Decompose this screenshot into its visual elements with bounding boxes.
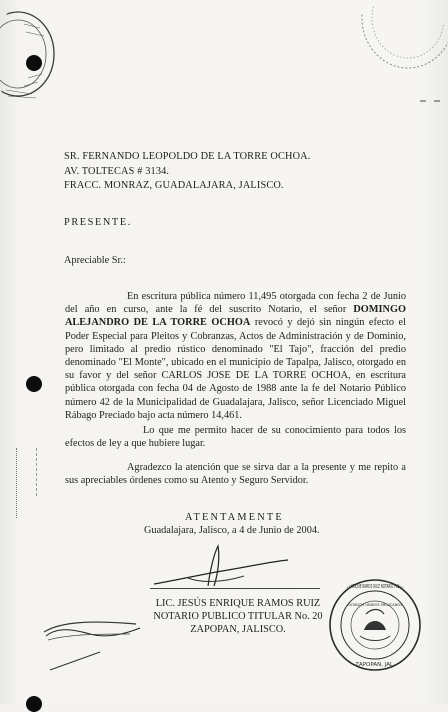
signature-line [150,588,320,589]
margin-annotation [16,448,27,518]
punch-hole-middle [26,376,42,392]
place-date: Guadalajara, Jalisco, a 4 de Junio de 2004. [144,525,320,536]
signatory-city: ZAPOPAN, JALISCO. [190,624,286,636]
seal-center-text: ESTADOS UNIDOS MEXICANOS [347,603,403,607]
recipient-area: FRACC. MONRAZ, GUADALAJARA, JALISCO. [64,180,284,191]
top-right-stamp [350,0,448,80]
salutation-heading: PRESENTE. [64,217,132,228]
recipient-name: SR. FERNANDO LEOPOLDO DE LA TORRE OCHOA. [64,151,311,162]
recipient-street: AV. TOLTECAS # 3134. [64,165,170,177]
signatory-block [138,597,338,637]
body-paragraph-3: Agradezco la atención que se sirva dar a la presente y me repito a sus apreciables órdenes como su Atento y Seguro Servidor. [65,462,406,487]
grantor-name: DOMINGO ALEJANDRO DE LA TORRE OCHOA [65,304,406,329]
body-paragraph-2: Lo que me permito hacer de su conocimiento para todos los efectos de ley a que hubiere lugar. [65,425,406,450]
paragraph-1-text-a: En escritura pública número 11,495 otorgada con fecha 2 de Junio del año en curso, ante la fé del suscrito Notario, el señor [65,291,406,316]
seal-ring-text: LIC. JESUS ENRIQUE RAMOS RUIZ NOTARIO PUBLICO No. 20 [334,584,416,590]
paragraph-1-text-c: revocó y dejó sin ningún efecto el Poder Especial para Pleitos y Cobranzas, Actos de Administración y de Dominio, pero limitado al predio rústico denominado "El Tajo", fracción del predio denominado "El Monte", ubicado en el municipio de Tapalpa, Jalisco, otorgado en su favor y del señor CARLOS JOSE DE LA TORRE OCHOA, en escritura pública otorgada con fecha 04 de Agosto de 1988 ante la fe del Notario Público número 42 de la Municipalidad de Guadalajara, Jalisco, señor Licenciado Miguel Rábago Preciado bajo acta número 14,461. [65,317,406,421]
seal-base-text: ZAPOPAN, JAL. [355,662,395,668]
top-left-stamp [0,2,62,112]
body-paragraph-1 [65,290,406,422]
notary-seal [328,578,422,672]
witness-signature [40,612,150,672]
greeting: Apreciable Sr.: [64,255,126,266]
recipient-address [64,150,310,194]
closing: ATENTAMENTE [185,512,284,523]
margin-annotation-2 [36,448,43,496]
punch-hole-bottom [26,696,42,712]
signatory-name: LIC. JESÚS ENRIQUE RAMOS RUIZ [155,598,321,609]
signatory-title: NOTARIO PUBLICO TITULAR No. 20 [153,611,323,623]
corner-marks [420,96,448,106]
